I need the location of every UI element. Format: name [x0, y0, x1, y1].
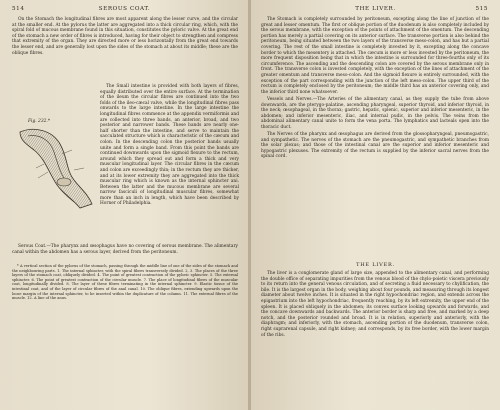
right-running-head: [263, 6, 488, 15]
peritoneum-paragraph: The Stomach is completely surrounded by peritoneum, excepting along the line of junction of the great and lesser omentum. The first or oblique portion of the duodenum is also completely included by the serous membrane, with the exception of the points of attachment of the omentum. The descending portion has merely a partial covering on its anterior surface. The transverse portion is also behind the peritoneum, being situated between the two layers of the transverse meso-colon, and has but a partial covering. The rest of the small intestine is completely invested by it, excepting along the concave border to which the mesentery is attached. The cæcum is more or less invested by the peritoneum, the more frequent disposition being that in which the intestine is surrounded for three-fourths only of its circumference. The ascending and the descending colon are covered by the serous membrane only in front. The transverse colon is invested completely, with the exception of the lines of attachment of the greater omentum and transverse meso-colon. And the sigmoid flexure is entirely surrounded, with the exception of the part corresponding with the junction of the left meso-colon. The upper third of the rectum is completely enclosed by the peritoneum; the middle third has an anterior covering only, and the inferior third none whatsoever.: [261, 17, 489, 95]
left-text-top: [12, 17, 238, 58]
liver-section-heading: THE LIVER.: [356, 262, 395, 268]
stomach-muscle-paragraph: On the Stomach the longitudinal fibres are most apparent along the lesser curve, and the circular at the smaller end. At the pylorus the latter are aggregated into a thick circular ring, which, with the spiral fold of mucous membrane found in this situation, constitutes the pyloric valve. At the great end of the stomach a new order of fibres is introduced, having for their object to strengthen and compress that extremity of the organ. They are directed more or less horizontally from the great end towards the lesser end, and are generally lost upon the sides of the stomach at about its middle; these are the oblique fibres.: [12, 17, 238, 56]
left-page: [0, 0, 249, 410]
left-text-beside-figure: [100, 84, 239, 209]
right-page-number: 515: [475, 6, 488, 12]
right-running-title: THE LIVER.: [355, 6, 396, 12]
left-running-head: [12, 6, 237, 15]
nerves-paragraph: The Nerves of the pharynx and œsophagus are derived from the glossopharyngeal, pneumogastric, and sympathetic. The nerves of the stomach are the pneumogastric, and sympathetic branches from the solar plexus; and those of the intestinal canal are the superior and inferior mesenteric and hypogastric plexuses. The extremity of the rectum is supplied by the inferior sacral nerves from the spinal cord.: [261, 132, 489, 160]
small-intestine-paragraph: The Small intestine is provided with both layers of fibres, equally distributed over the entire surface. At the termination of the ileum the circular fibres are continued into the two folds of the ileo-cæcal valve, while the longitudinal fibres pass onwards to the large intestine. In the large intestine the longitudinal fibres commence at the appendix vermiformis and are collected into three bands, an anterior, broad, and two posterior and narrower bands. These bands are nearly one-half shorter than the intestine, and serve to maintain the sacculated structure which is characteristic of the cæcum and colon. In the descending colon the posterior bands usually unite and form a single band. From this point the bands are continued downwards upon the sigmoid flexure to the rectum, around which they spread out and form a thick and very muscular longitudinal layer. The circular fibres in the cæcum and colon are exceedingly thin; in the rectum they are thicker, and at its lower extremity they are aggregated into the thick muscular ring which is known as the internal sphincter ani. Between the latter and the mucous membrane are several narrow fasciculi of longitudinal muscular fibres, somewhat more than an inch in length, which have been described by Horner of Philadelphia.: [100, 84, 239, 207]
left-text-serous: [12, 244, 238, 257]
left-page-number: 514: [12, 6, 25, 12]
serous-coat-paragraph: Serous Coat.—The pharynx and œsophagus have no covering of serous membrane. The alimentary canal within the abdomen has a serous layer, derived from the peritoneum.: [12, 244, 238, 255]
right-text-top: [261, 17, 489, 162]
vessels-nerves-paragraph: Vessels and Nerves.—The Arteries of the alimentary canal, as they supply the tube from above downwards, are the pterygo-palatine, ascending pharyngeal, superior thyroid, and inferior thyroid, in the neck; œsophageal, in the thorax; gastric, hepatic, splenic, superior and inferior mesenteric, in the abdomen; and inferior mesenteric, iliac, and internal pudic, in the pelvis. The veins from the abdominal alimentary canal unite to form the vena porta. The lymphatics and lacteals open into the thoracic duct.: [261, 96, 489, 130]
figure-label: Fig. 232.*: [28, 119, 51, 124]
right-page: [251, 0, 500, 410]
left-footnote: [12, 264, 238, 301]
figure-footnote: * A vertical section of the pylorus of the stomach, passing through the middle line of one of the sides of the stomach and the neighbouring parts. 1. The internal sphincter, with the spiral fibres transversely divided. 2, 3. The places of the three layers of the stomach coat, obliquely divided. 4. The point of greatest contraction of the pyloric sphincter. 5. The external sphincter. 6. The point of greatest contraction of the circular muscle. 7. The place of longitudinal fibres of the muscular coat, longitudinally divided. 8. The layer of these fibres terminating in the internal sphincter. 9. Elastic tissue of the intestinal coat, and of the layer of circular fibres of the anal canal. 10. The oblique fibres, extending upwards upon the loose margin of the internal sphincter, to be inserted within the duplicature of the column. 11. The external fibres of the muscle. 12. A line of the anus.: [12, 264, 238, 301]
right-text-liver: [261, 271, 489, 340]
left-running-title: SEROUS COAT.: [98, 6, 151, 12]
liver-paragraph: The liver is a conglomerate gland of large size, appended to the alimentary canal, and performing the double office of separating impurities from the venous blood of the chylo-poietic viscera previously to its return into the general venous circulation, and of secreting a fluid necessary to chylification, the bile. It is the largest organ in the body, weighing about four pounds, and measuring through its longest diameter about twelve inches. It is situated in the right hypochondriac region, and extends across the epigastrium into the left hypochondriac, frequently reaching, by its left extremity, the upper end of the spleen. It is placed obliquely in the abdomen; its convex surface looking upwards and forwards, and the concave downwards and backwards. The anterior border is sharp and free, and marked by a deep notch, and the posterior rounded and broad. It is in relation, superiorly and anteriorly, with the diaphragm; and inferiorly, with the stomach, ascending portion of the duodenum, transverse colon, right suprarenal capsule, and right kidney; and corresponds, by its free border, with the lower margin of the ribs.: [261, 271, 490, 338]
pylorus-section-illustration: [14, 124, 96, 210]
